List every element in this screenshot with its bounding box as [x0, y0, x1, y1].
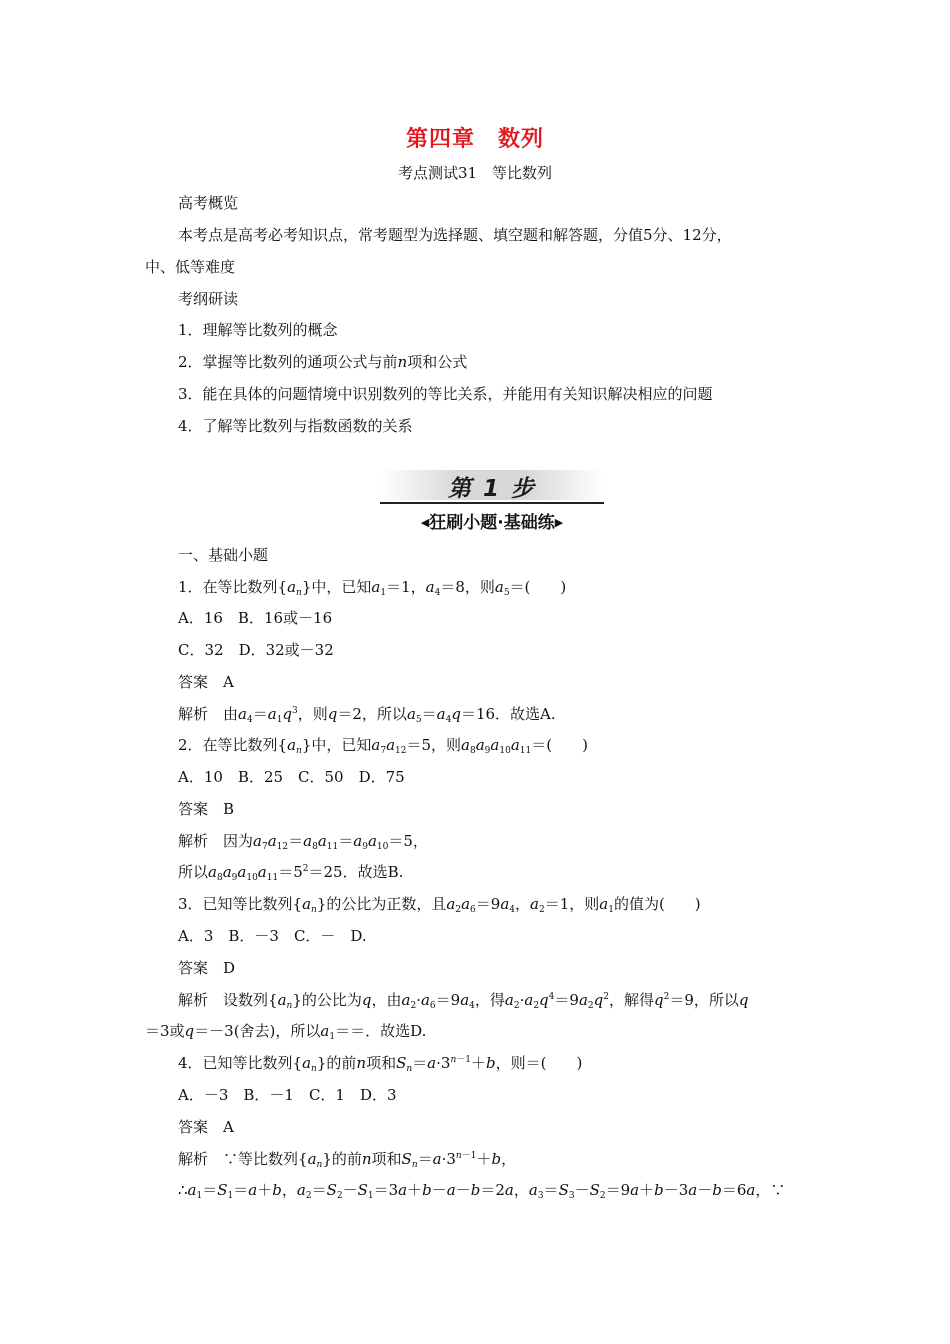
- chapter-title: 第四章 数列: [405, 127, 544, 152]
- q1-analysis: 解析 由$a_4=a_1q^3$，则q＝2，所以$a_5=a_4q=16$．故选A.: [178, 705, 556, 725]
- q2-options: A．10 B．25 C．50 D．75: [178, 768, 405, 786]
- question-2: 2．在等比数列$\{a_n\}$中，已知$a_7a_{12}=5$，则$a_8a_9a_{10}a_{11}=$( ): [178, 736, 588, 756]
- syllabus-heading: 考纲研读: [178, 290, 239, 308]
- banner-rule: [380, 502, 604, 504]
- syllabus-item-1: 1．理解等比数列的概念: [178, 321, 338, 339]
- section-title: 考点测试31 等比数列: [397, 164, 553, 182]
- triangle-right-icon: ▶: [554, 516, 564, 529]
- q4-answer: 答案 A: [178, 1118, 234, 1136]
- q4-analysis-line1: 解析 ∵等比数列$\{a_n\}$的前n项和$S_n=a\cdot 3^{n-1}+b$，: [178, 1150, 517, 1170]
- q3-answer: 答案 D: [178, 959, 236, 977]
- q1-options-line1: A．16 B．16或－16: [178, 609, 333, 627]
- banner-subtitle: 狂刷小题·基础练: [429, 513, 555, 533]
- q2-analysis-line2: 所以$a_8a_9a_{10}a_{11}=5^2=25$．故选B.: [178, 863, 404, 883]
- q2-answer: 答案 B: [178, 800, 235, 818]
- question-1: 1．在等比数列$\{a_n\}$中，已知$a_1=1$，$a_4=8$，则$a_5=$( ): [178, 578, 567, 598]
- q2-analysis-line1: 解析 因为$a_7a_{12}=a_8a_{11}=a_9a_{10}=5$，: [178, 832, 428, 852]
- q1-options-line2: C．32 D．32或－32: [178, 641, 334, 659]
- syllabus-item-4: 4．了解等比数列与指数函数的关系: [178, 417, 413, 435]
- banner-subtitle-row: [380, 508, 604, 532]
- question-4: 4．已知等比数列$\{a_n\}$的前n项和$S_n=a\cdot 3^{n-1}+b$，则＝( ): [178, 1054, 583, 1074]
- syllabus-item-2: 2．掌握等比数列的通项公式与前n项和公式: [178, 353, 468, 371]
- syllabus-item-3: 3．能在具体的问题情境中识别数列的等比关系，并能用有关知识解决相应的问题: [178, 385, 713, 403]
- overview-heading: 高考概览: [178, 194, 239, 212]
- q3-options: A．3 B．－3 C．－ D.: [178, 927, 367, 945]
- step-banner: [380, 470, 604, 534]
- step-label: 第 1 步: [380, 470, 604, 500]
- overview-text-line1: 本考点是高考必考知识点，常考题型为选择题、填空题和解答题，分值5分、12分，: [178, 226, 732, 244]
- triangle-left-icon: ◀: [420, 516, 430, 529]
- q1-answer: 答案 A: [178, 673, 234, 691]
- q3-analysis-line2: ＝3或q＝－3(舍去)，所以$a_1==$．故选D.: [145, 1022, 427, 1042]
- question-3: 3．已知等比数列$\{a_n\}$的公比为正数，且$a_2a_6=9a_4$，$a_2=1$，则$a_1$的值为( ): [178, 895, 701, 915]
- q4-options: A．－3 B．－1 C．1 D．3: [178, 1086, 397, 1104]
- q4-analysis-line2: $\therefore a_1=S_1=a+b$，$a_2=S_2-S_1=3a+b-a-b=2a$，$a_3=S_3-S_2=9a+b-3a-b=6a$，∵: [178, 1181, 786, 1201]
- section-heading: 一、基础小题: [178, 546, 269, 564]
- overview-text-line2: 中、低等难度: [145, 258, 236, 276]
- q3-analysis-line1: 解析 设数列$\{a_n\}$的公比为q，由$a_2\cdot a_6=9a_4$，得$a_2\cdot a_2q^4=9a_2q^2$，解得$q^2=9$，所以q: [178, 991, 749, 1011]
